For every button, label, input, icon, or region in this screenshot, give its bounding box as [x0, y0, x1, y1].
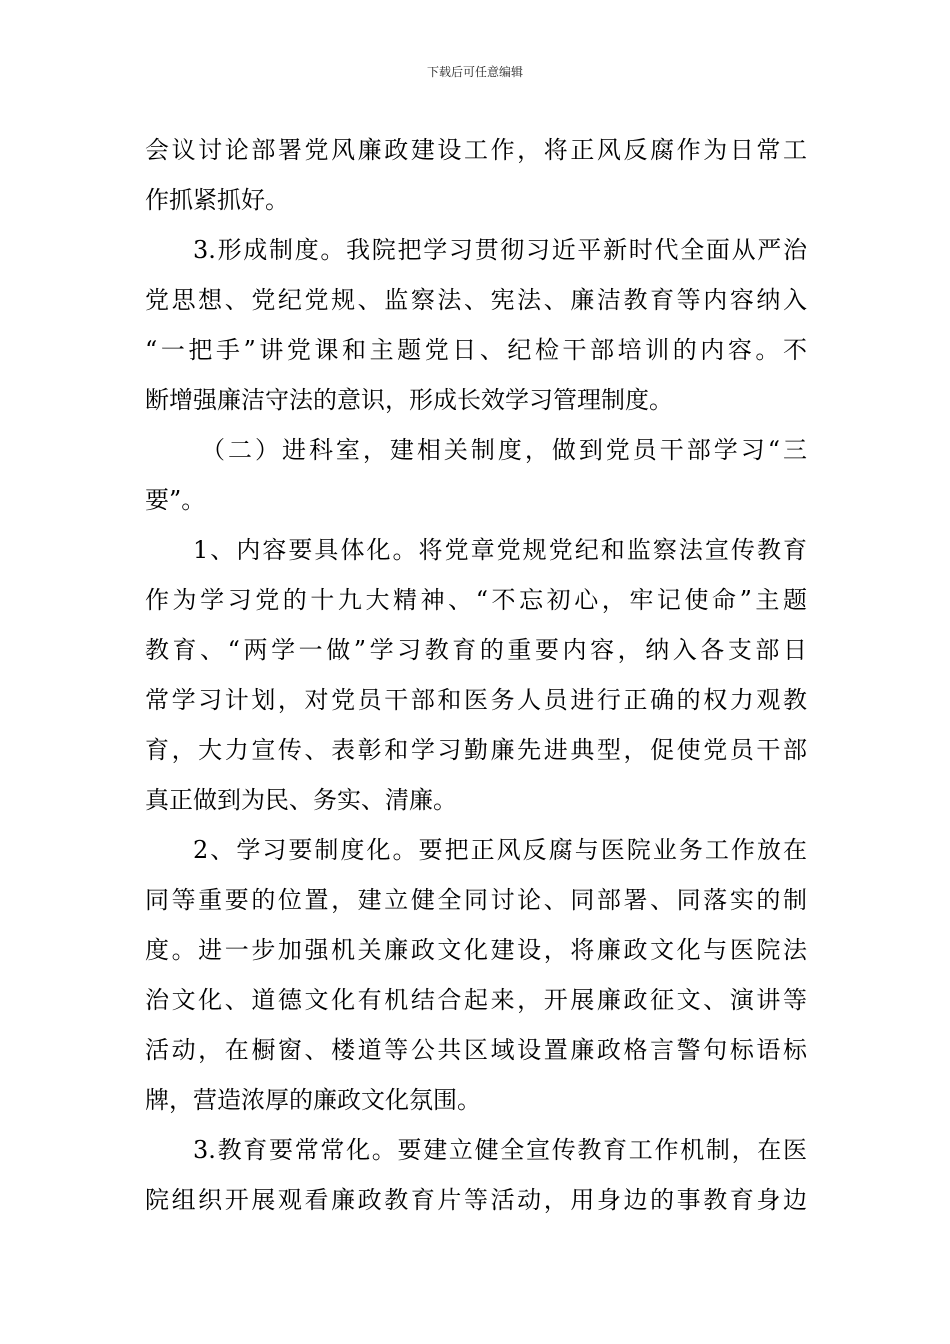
text-line-2: 作抓紧抓好。	[145, 186, 289, 214]
text-line-14: 真正做到为民、务实、清廉。	[145, 786, 457, 814]
text-line-4: 党思想、党纪党规、监察法、宪法、廉洁教育等内容纳入	[145, 286, 807, 314]
text-line-15: 2、学习要制度化。要把正风反腐与医院业务工作放在	[193, 836, 807, 864]
text-line-12: 常学习计划，对党员干部和医务人员进行正确的权力观教	[145, 686, 807, 714]
text-line-22: 院组织开展观看廉政教育片等活动，用身边的事教育身边	[145, 1186, 807, 1214]
page-header: 下载后可任意编辑	[426, 65, 523, 79]
text-line-17: 度。进一步加强机关廉政文化建设，将廉政文化与医院法	[145, 936, 807, 964]
text-line-19: 活动，在橱窗、楼道等公共区域设置廉政格言警句标语标	[145, 1036, 807, 1064]
text-line-1: 会议讨论部署党风廉政建设工作，将正风反腐作为日常工	[145, 136, 807, 164]
text-line-18: 治文化、道德文化有机结合起来，开展廉政征文、演讲等	[145, 986, 807, 1014]
text-line-6: 断增强廉洁守法的意识，形成长效学习管理制度。	[145, 386, 673, 414]
text-line-10: 作为学习党的十九大精神、“不忘初心，牢记使命”主题	[145, 586, 807, 614]
text-line-21: 3.教育要常常化。要建立健全宣传教育工作机制，在医	[193, 1136, 807, 1164]
text-line-9: 1、内容要具体化。将党章党规党纪和监察法宣传教育	[193, 536, 807, 564]
text-line-16: 同等重要的位置，建立健全同讨论、同部署、同落实的制	[145, 886, 807, 914]
text-line-11: 教育、“两学一做”学习教育的重要内容，纳入各支部日	[145, 636, 807, 664]
text-line-20: 牌，营造浓厚的廉政文化氛围。	[145, 1086, 481, 1114]
text-line-3: 3.形成制度。我院把学习贯彻习近平新时代全面从严治	[193, 236, 807, 264]
text-line-13: 育，大力宣传、表彰和学习勤廉先进典型，促使党员干部	[145, 736, 807, 764]
text-line-8: 要”。	[145, 486, 206, 514]
document-body	[145, 125, 807, 1225]
text-line-7: （二）进科室，建相关制度，做到党员干部学习“三	[201, 436, 807, 464]
text-line-5: “一把手”讲党课和主题党日、纪检干部培训的内容。不	[145, 336, 807, 364]
